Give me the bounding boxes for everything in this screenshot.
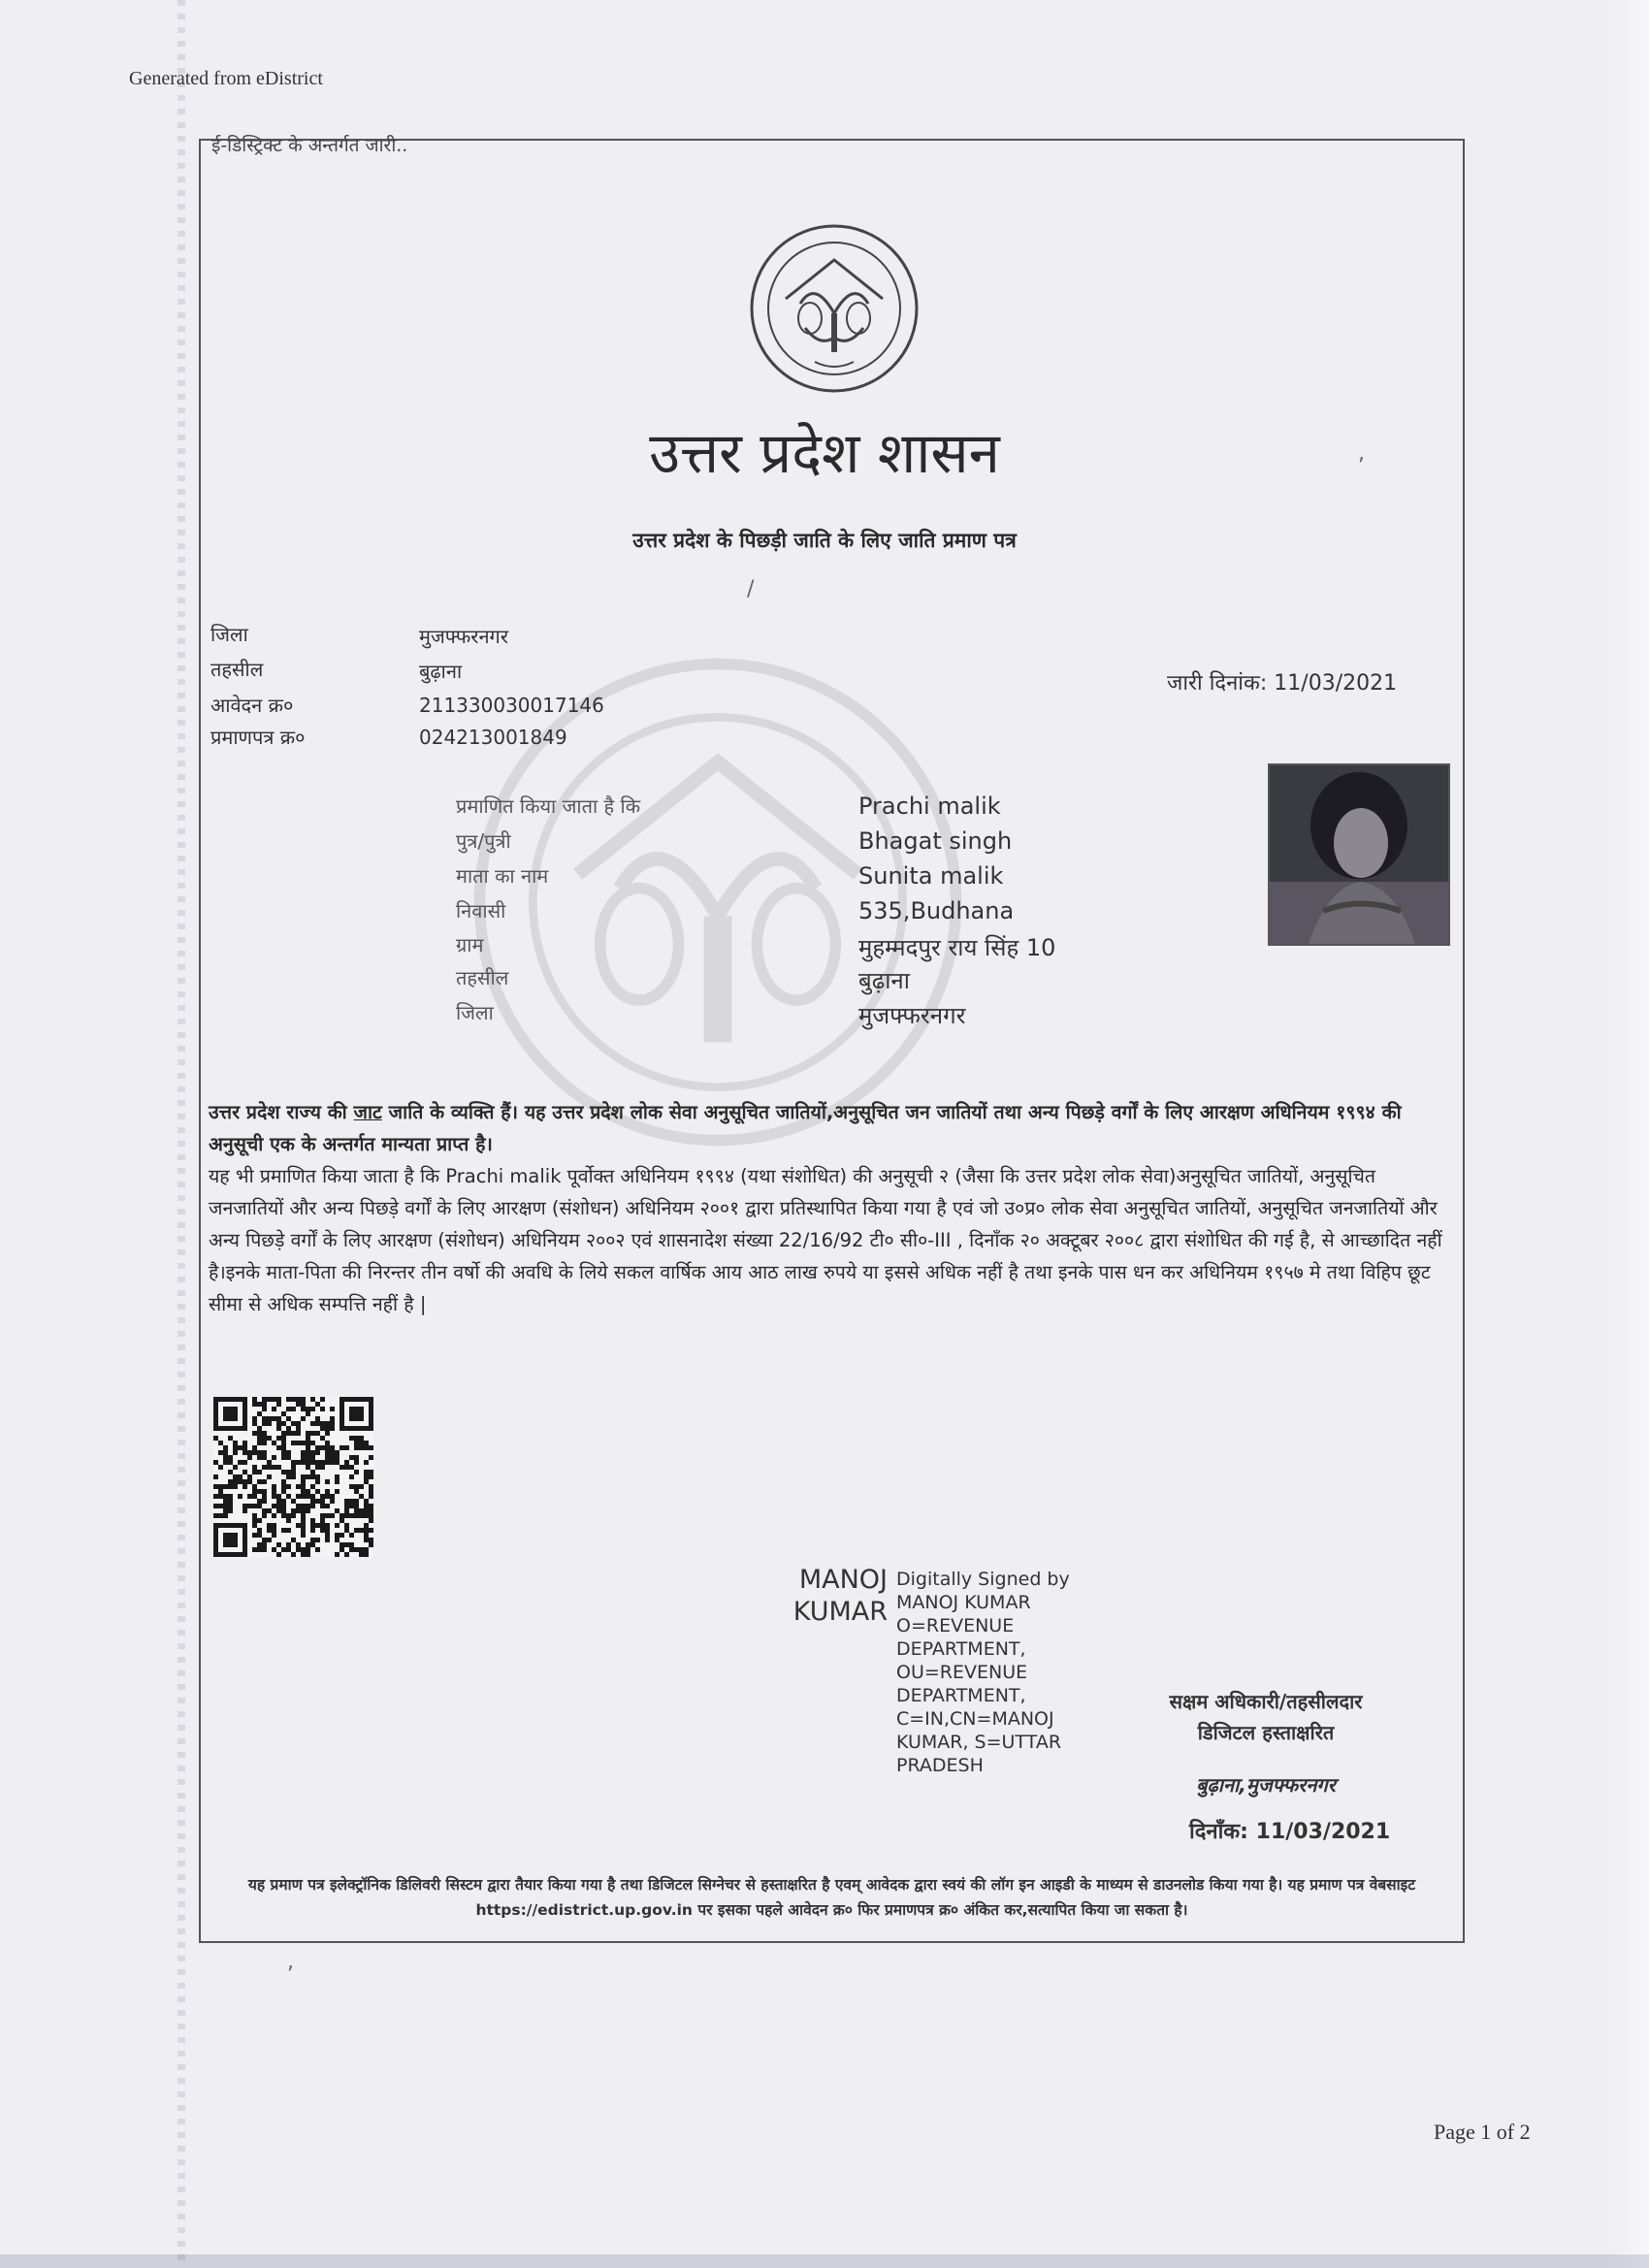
- verification-note: यह प्रमाण पत्र इलेक्ट्रॉनिक डिलिवरी सिस्टम द्वारा तैयार किया गया है तथा डिजिटल सिग्नेचर से हस्ताक्षरित है एवम् आवेदक द्वारा स्वयं की लॉग इन आइडी के माध्यम से डाउनलोड किया गया है। यह प्रमाण पत्र वेबसाइट https://edistrict.up.gov.in पर इसका पहले आवेदन क्र० फिर प्रमाणपत्र क्र० अंकित कर,सत्यापित किया जा सकता है।: [247, 1876, 1416, 1919]
- up-government-emblem: [747, 221, 922, 396]
- signature-date: दिनाँक: 11/03/2021: [1189, 1820, 1391, 1844]
- tehsil-value: बुढ़ाना: [419, 660, 463, 683]
- tehsil-label: तहसील: [210, 658, 264, 681]
- mother-label: माता का नाम: [456, 864, 549, 888]
- certified-label: प्रमाणित किया जाता है कि: [456, 794, 641, 818]
- issue-date: जारी दिनांक: 11/03/2021: [1167, 671, 1398, 696]
- child-of-label: पुत्र/पुत्री: [456, 829, 511, 853]
- certificate-title: उत्तर प्रदेश के पिछड़ी जाति के लिए जाति प्रमाण पत्र: [632, 529, 1017, 552]
- certificate-number-label: प्रमाणपत्र क्र०: [210, 726, 306, 749]
- office-location: बुढ़ाना,मुजफ्फरनगर: [1196, 1773, 1336, 1797]
- certificate-number-value: 024213001849: [419, 726, 567, 749]
- resident-address: 535,Budhana: [858, 897, 1015, 924]
- father-name: Bhagat singh: [858, 827, 1013, 855]
- person-tehsil-value: बुढ़ाना: [858, 967, 910, 994]
- qr-code: [213, 1397, 373, 1557]
- certification-paragraph: यह भी प्रमाणित किया जाता है कि Prachi malik पूर्वोक्त अधिनियम १९९४ (यथा संशोधित) की अनुसूची २ (जैसा कि उत्तर प्रदेश लोक सेवा)अनुसूचित जातियों, अनुसूचित जनजातियों और अन्य पिछड़े वर्गों के लिए आरक्षण (संशोधन) अधिनियम २००१ द्वारा प्रतिस्थापित किया गया है एवं जो उ०प्र० लोक सेवा अनुसूचित जातियों, अनुसूचित जनजातियों और अन्य पिछड़े वर्गों के लिए आरक्षण (संशोधन) अधिनियम २००२ एवं शासनादेश संख्या 22/16/92 टी० सी०-III , दिनाँक २० अक्टूबर २००८ द्वारा संशोधित की गई है, से आच्छादित नहीं है।इनके माता-पिता की निरन्तर तीन वर्षो की अवधि के लिये सकल वार्षिक आय आठ लाख रुपये या इससे अधिक नहीं है तथा इनके पास धन कर अधिनियम १९५७ मे तथा विहिप छूट सीमा से अधिक सम्पत्ति नहीं है |: [209, 1165, 1442, 1315]
- signer-name: MANOJ KUMAR: [792, 1565, 888, 1627]
- district-value: मुजफ्फरनगर: [419, 625, 508, 648]
- caste-name: जाट: [353, 1101, 382, 1123]
- applicant-name: Prachi malik: [858, 793, 1001, 820]
- village-value: मुहम्मदपुर राय सिंह 10: [858, 934, 1056, 961]
- scan-edge: [178, 0, 185, 2268]
- scan-mark: ,: [1358, 441, 1365, 466]
- officer-title: सक्षम अधिकारी/तहसीलदार: [1169, 1690, 1363, 1713]
- paper-edge: [1610, 0, 1649, 2268]
- government-title: उत्तर प्रदेश शासन: [649, 420, 1000, 486]
- person-district-value: मुजफ्फरनगर: [858, 1002, 966, 1029]
- scan-mark: ,: [287, 1950, 294, 1974]
- application-number-label: आवेदन क्र०: [210, 694, 294, 717]
- digitally-signed-label: डिजिटल हस्ताक्षरित: [1197, 1721, 1335, 1744]
- generated-from-note: Generated from eDistrict: [129, 68, 323, 89]
- scan-mark: /: [747, 577, 755, 601]
- caste-paragraph: उत्तर प्रदेश राज्य की जाट जाति के व्यक्ति हैं। यह उत्तर प्रदेश लोक सेवा अनुसूचित जातियों,अनुसूचित जन जातियों तथा अन्य पिछड़े वर्गों के लिए आरक्षण अधिनियम १९९४ की अनुसूची एक के अन्तर्गत मान्यता प्राप्त है।: [209, 1101, 1402, 1155]
- application-number-value: 211330030017146: [419, 694, 604, 717]
- person-tehsil-label: तहसील: [456, 966, 509, 989]
- mother-name: Sunita malik: [858, 862, 1004, 890]
- village-label: ग्राम: [456, 933, 484, 956]
- resident-label: निवासी: [456, 899, 506, 923]
- page-number: Page 1 of 2: [1434, 2120, 1531, 2144]
- issued-under-text: ई-डिस्ट्रिक्ट के अन्तर्गत जारी..: [211, 135, 408, 156]
- scan-bottom-edge: [0, 2254, 1649, 2268]
- person-district-label: जिला: [456, 1001, 494, 1024]
- applicant-photo: [1268, 763, 1450, 946]
- district-label: जिला: [210, 623, 248, 646]
- digital-signature-block: Digitally Signed by MANOJ KUMAR O=REVENUE DEPARTMENT, OU=REVENUE DEPARTMENT, C=IN,CN=MANOJ KUMAR, S=UTTAR PRADESH: [896, 1569, 1070, 1776]
